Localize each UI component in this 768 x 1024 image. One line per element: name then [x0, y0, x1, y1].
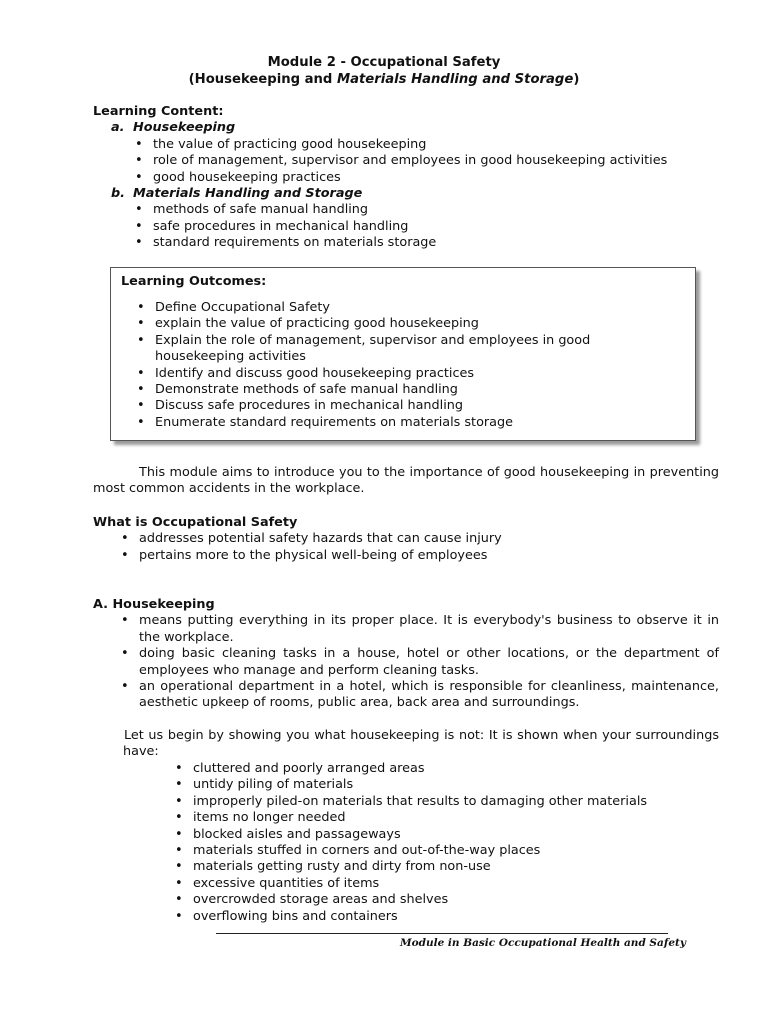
list-item: • overcrowded storage areas and shelves: [173, 892, 713, 908]
intro-paragraph: This module aims to introduce you to the importance of good housekeeping in preventing most common accidents in the workplace.: [93, 465, 719, 497]
section-b-list: [133, 202, 733, 251]
what-is-heading: What is Occupational Safety: [93, 515, 298, 530]
page-footer: Module in Basic Occupational Health and Safety: [400, 937, 686, 949]
list-item: • doing basic cleaning tasks in a house, hotel or other locations, or the department of employees who manage and perform cleaning tasks.: [119, 646, 719, 679]
list-item: • items no longer needed: [173, 810, 713, 826]
list-item: • Define Occupational Safety: [135, 300, 655, 316]
learning-outcomes-heading: Learning Outcomes:: [121, 274, 267, 289]
what-is-section: [93, 515, 723, 564]
list-item: • the value of practicing good housekeeping: [133, 137, 733, 153]
housekeeping-section: [93, 597, 719, 712]
list-item: • an operational department in a hotel, which is responsible for cleanliness, maintenance, aesthetic upkeep of rooms, public area, back area and surroundings.: [119, 679, 719, 712]
section-b-marker: b.: [111, 186, 126, 202]
list-item: • good housekeeping practices: [133, 170, 733, 186]
list-item: • cluttered and poorly arranged areas: [173, 761, 713, 777]
section-a-heading: [111, 120, 733, 136]
learning-content-heading: Learning Content:: [93, 104, 224, 119]
list-item: • role of management, supervisor and employees in good housekeeping activities: [133, 153, 733, 169]
list-item: • untidy piling of materials: [173, 777, 713, 793]
list-item: • materials stuffed in corners and out-of-the-way places: [173, 843, 713, 859]
section-b-title: Materials Handling and Storage: [133, 186, 363, 202]
list-item: • Enumerate standard requirements on materials storage: [135, 415, 655, 431]
list-item: • Explain the role of management, supervisor and employees in good housekeeping activities: [135, 333, 655, 366]
list-item: • explain the value of practicing good housekeeping: [135, 316, 655, 332]
list-item: • addresses potential safety hazards that can cause injury: [119, 531, 723, 547]
module-title: Module 2 - Occupational Safety: [267, 55, 501, 70]
list-item: • Identify and discuss good housekeeping practices: [135, 366, 655, 382]
section-a-title: Housekeeping: [133, 120, 236, 136]
what-is-list: [113, 531, 723, 564]
list-item: • safe procedures in mechanical handling: [133, 219, 733, 235]
subtitle-suffix: ): [573, 72, 580, 87]
module-subtitle: [0, 72, 768, 88]
list-item: • standard requirements on materials storage: [133, 235, 733, 251]
list-item: • overflowing bins and containers: [173, 909, 713, 925]
footer-rule: [216, 933, 668, 934]
list-item: • pertains more to the physical well-being of employees: [119, 548, 723, 564]
housekeeping-list: [119, 613, 719, 711]
learning-outcomes-box: [110, 267, 696, 441]
subtitle-italic: Materials Handling and Storage: [336, 72, 574, 87]
list-item: • materials getting rusty and dirty from non-use: [173, 859, 713, 875]
section-b-heading: [111, 186, 733, 202]
housekeeping-heading: A. Housekeeping: [93, 597, 215, 612]
list-item: • Demonstrate methods of safe manual handling: [135, 382, 655, 398]
list-item: • improperly piled-on materials that results to damaging other materials: [173, 794, 713, 810]
list-item: • excessive quantities of items: [173, 876, 713, 892]
list-item: • methods of safe manual handling: [133, 202, 733, 218]
subtitle-prefix: (Housekeeping and: [188, 72, 337, 87]
section-a-marker: a.: [111, 120, 125, 136]
not-housekeeping-list: [173, 761, 713, 925]
section-a-list: [133, 137, 733, 186]
learning-outcomes-list: [135, 300, 655, 431]
learning-content: [93, 104, 733, 252]
list-item: • blocked aisles and passageways: [173, 827, 713, 843]
list-item: • Discuss safe procedures in mechanical handling: [135, 398, 655, 414]
list-item: • means putting everything in its proper place. It is everybody's business to observe it in the workplace.: [119, 613, 719, 646]
housekeeping-lead-in: Let us begin by showing you what housekeeping is not: It is shown when your surroundings have:: [123, 728, 719, 760]
